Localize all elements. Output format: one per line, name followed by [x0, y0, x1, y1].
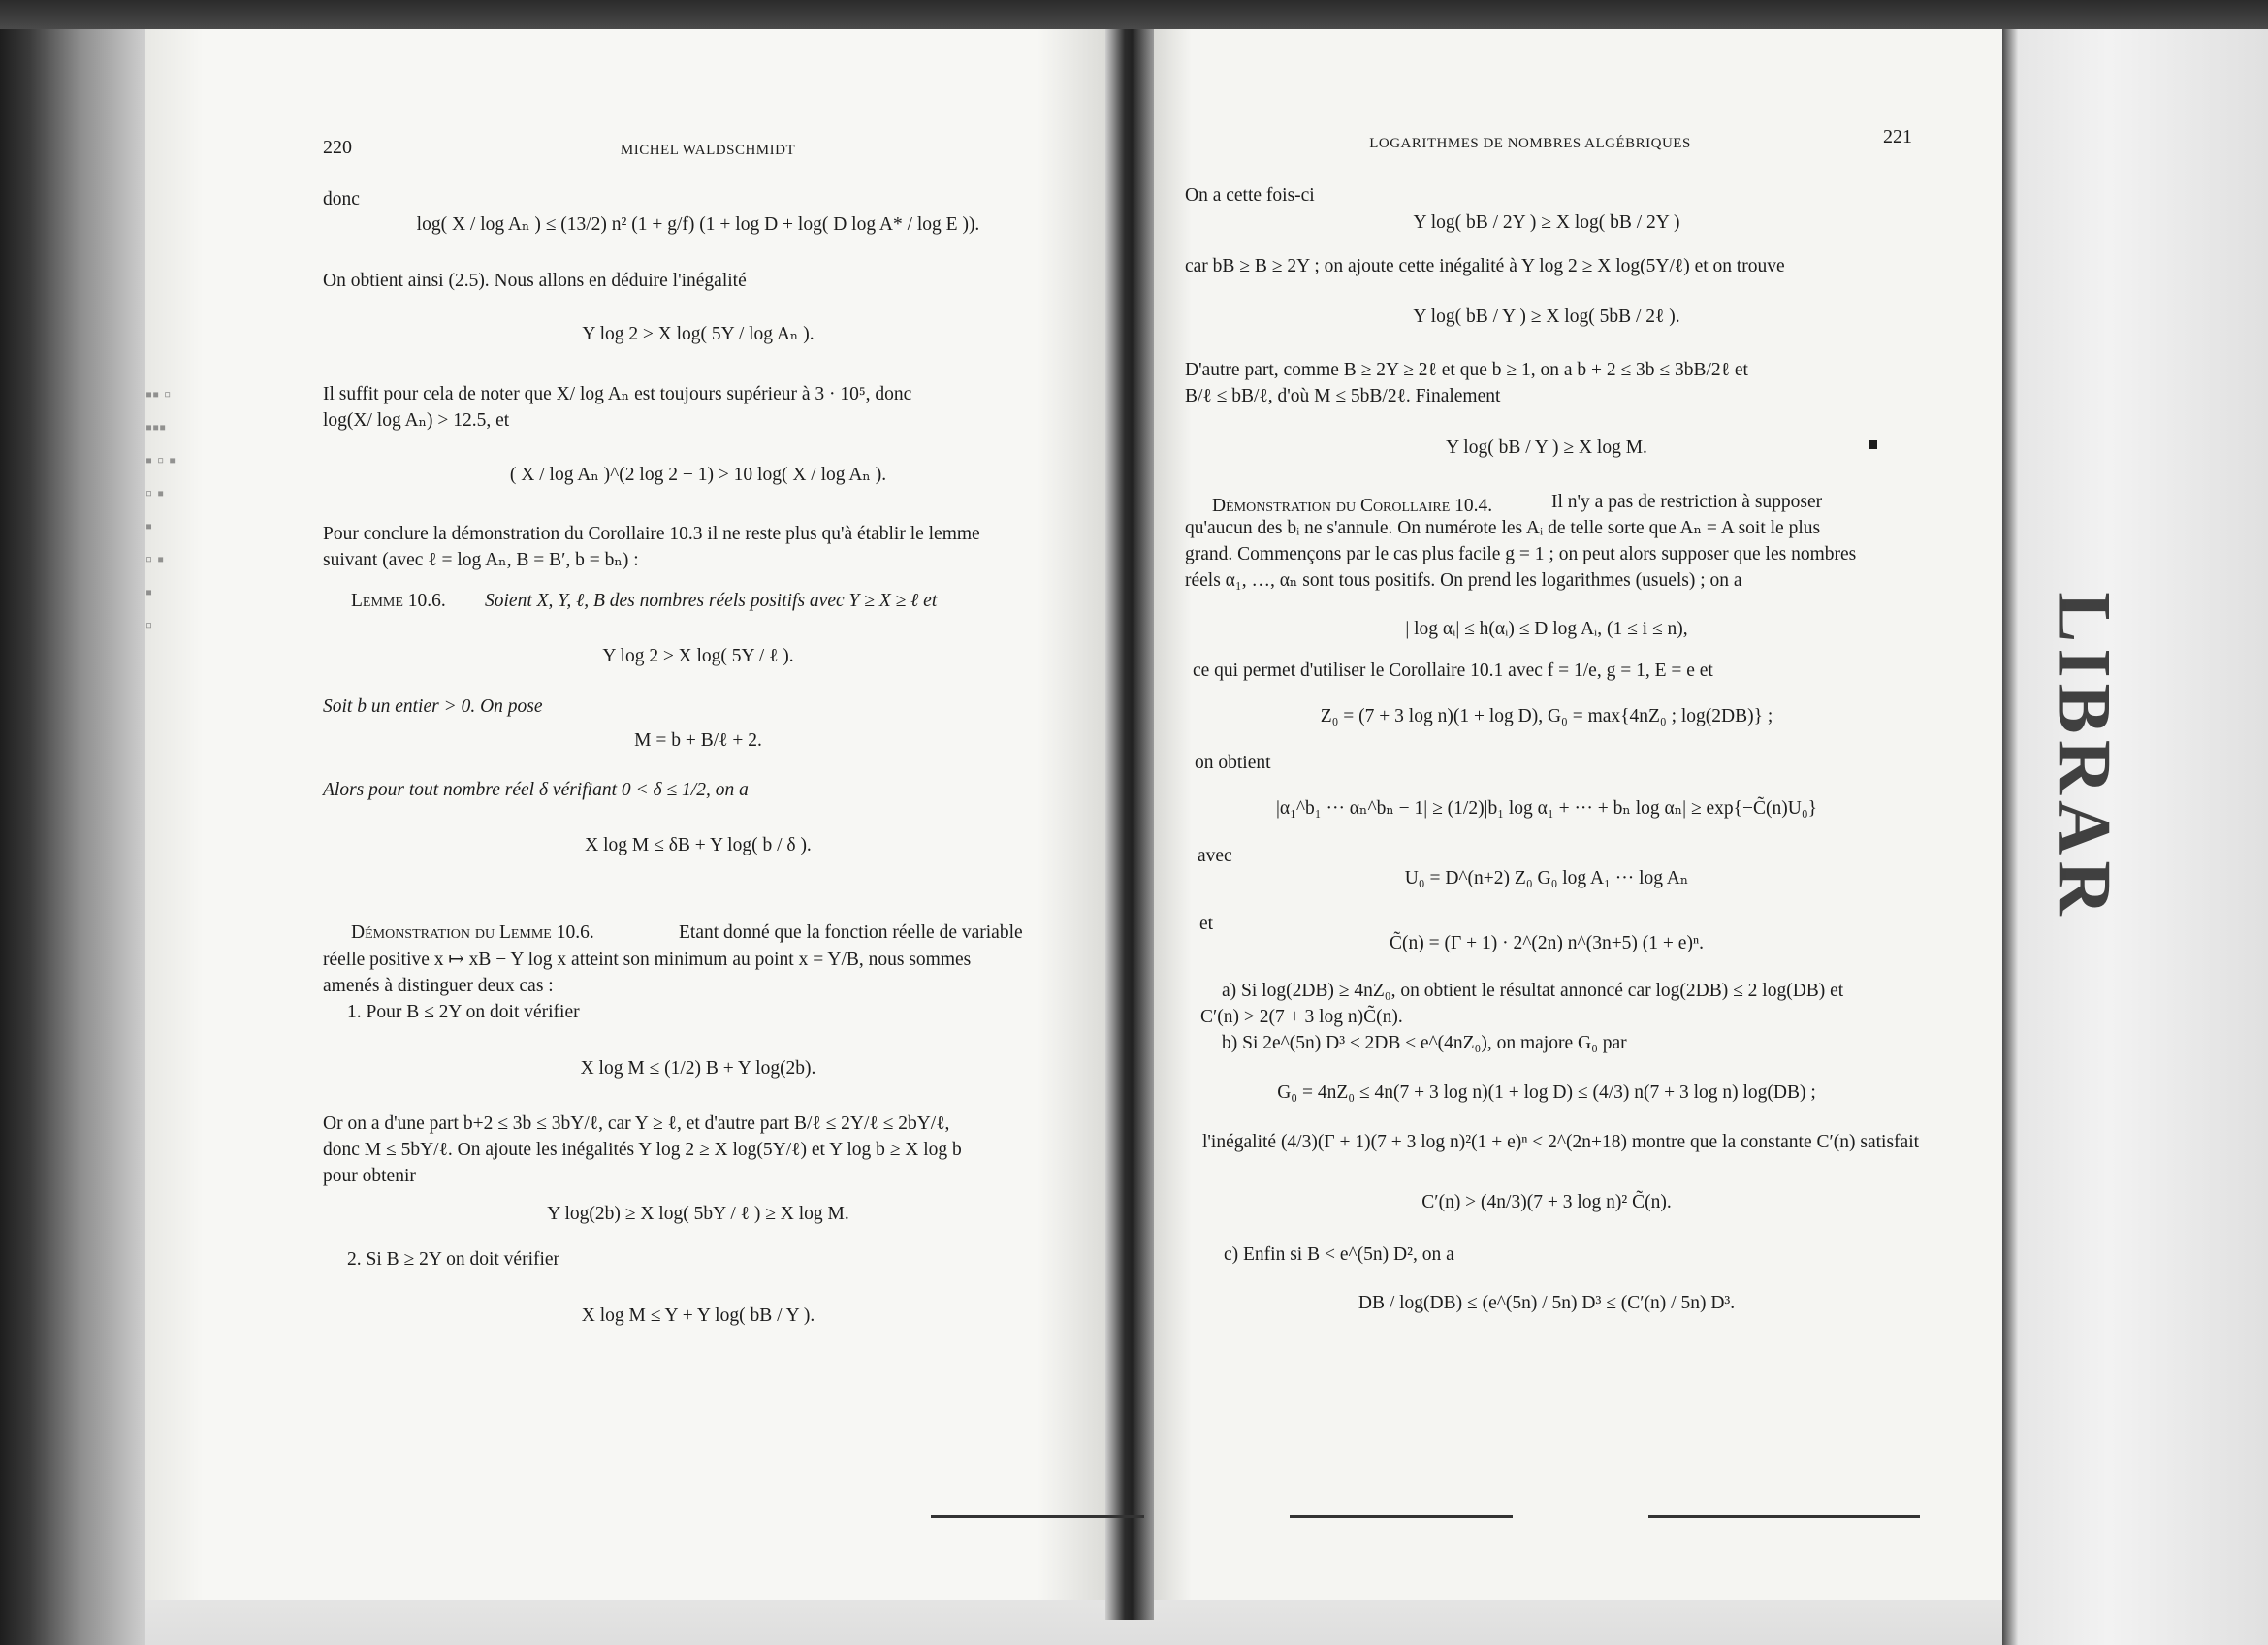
scan-top-edge [0, 0, 2268, 29]
text-line: car bB ≥ B ≥ 2Y ; on ajoute cette inégalité à Y log 2 ≥ X log(5Y/ℓ) et on trouve [1185, 256, 1785, 276]
page-number: 220 [323, 137, 352, 158]
text-line: réels α₁, …, αₙ sont tous positifs. On prend les logarithmes (usuels) ; on a [1185, 570, 1742, 591]
qed-square [1869, 440, 1877, 449]
equation: X log M ≤ Y + Y log( bB / Y ). [581, 1306, 815, 1326]
bleed-through-marks: ▪▪ ▫ ▪▪▪ ▪ ▫ ▪ ▫ ▪ ▪ ▫ ▪ ▪ ▫ [145, 384, 176, 636]
text-line: grand. Commençons par le cas plus facile g = 1 ; on peut alors supposer que les nombres [1185, 544, 1857, 564]
text-line: b) Si 2e^(5n) D³ ≤ 2DB ≤ e^(4nZ₀), on majore G₀ par [1222, 1033, 1627, 1053]
text-line: on obtient [1195, 753, 1271, 773]
equation: Y log 2 ≥ X log( 5Y / log Aₙ ). [582, 324, 815, 344]
text-line: log(X/ log Aₙ) > 12.5, et [323, 410, 510, 431]
text-line: pour obtenir [323, 1166, 416, 1186]
left-binding-shadow [0, 29, 145, 1645]
text-line: suivant (avec ℓ = log Aₙ, B = B′, b = bₙ) : [323, 550, 639, 570]
text-line: 2. Si B ≥ 2Y on doit vérifier [347, 1249, 560, 1270]
equation: Z₀ = (7 + 3 log n)(1 + log D), G₀ = max{4nZ₀ ; log(2DB)} ; [1320, 706, 1773, 726]
equation: DB / log(DB) ≤ (e^(5n) / 5n) D³ ≤ (C′(n) / 5n) D³. [1358, 1293, 1736, 1313]
equation: Y log( bB / Y ) ≥ X log( 5bB / 2ℓ ). [1413, 306, 1680, 327]
text-line: C′(n) > 2(7 + 3 log n)C̃(n). [1200, 1007, 1403, 1027]
equation: C′(n) > (4n/3)(7 + 3 log n)² C̃(n). [1421, 1192, 1672, 1212]
text-line: amenés à distinguer deux cas : [323, 976, 554, 996]
equation: | log αᵢ| ≤ h(αᵢ) ≤ D log Aᵢ, (1 ≤ i ≤ n), [1405, 619, 1688, 639]
text-line: donc M ≤ 5bY/ℓ. On ajoute les inégalités Y log 2 ≥ X log(5Y/ℓ) et Y log b ≥ X log b [323, 1140, 962, 1160]
page-number: 221 [1883, 126, 1912, 147]
text-line: Il suffit pour cela de noter que X/ log Aₙ est toujours supérieur à 3 · 10⁵, donc [323, 384, 912, 404]
equation: Y log(2b) ≥ X log( 5bY / ℓ ) ≥ X log M. [547, 1204, 849, 1224]
equation: |α₁^b₁ ··· αₙ^bₙ − 1| ≥ (1/2)|b₁ log α₁ + ··· + bₙ log αₙ| ≥ exp{−C̃(n)U₀} [1275, 798, 1818, 819]
left-page [145, 29, 1115, 1600]
scan-artifact-line [1290, 1515, 1513, 1518]
text-line: On obtient ainsi (2.5). Nous allons en déduire l'inégalité [323, 271, 747, 291]
equation: ( X / log Aₙ )^(2 log 2 − 1) > 10 log( X / log Aₙ ). [509, 465, 887, 485]
text-line: Etant donné que la fonction réelle de variable [679, 922, 1023, 943]
text-line: On a cette fois-ci [1185, 185, 1315, 206]
lemma-statement: Soient X, Y, ℓ, B des nombres réels positifs avec Y ≥ X ≥ ℓ et [485, 591, 938, 611]
text-line: D'autre part, comme B ≥ 2Y ≥ 2ℓ et que b ≥ 1, on a b + 2 ≤ 3b ≤ 3bB/2ℓ et [1185, 360, 1748, 380]
lemma-title: Lemme 10.6. [351, 591, 446, 611]
lemma-statement: Alors pour tout nombre réel δ vérifiant 0 < δ ≤ 1/2, on a [323, 780, 749, 800]
lemma-statement: Soit b un entier > 0. On pose [323, 696, 543, 717]
equation: G₀ = 4nZ₀ ≤ 4n(7 + 3 log n)(1 + log D) ≤ (4/3) n(7 + 3 log n) log(DB) ; [1277, 1082, 1816, 1103]
running-header: LOGARITHMES DE NOMBRES ALGÉBRIQUES [1369, 136, 1691, 151]
library-stamp-spine: LIBRAR [2043, 592, 2127, 921]
proof-title: Démonstration du Lemme 10.6. [351, 922, 594, 943]
text-line: l'inégalité (4/3)(Γ + 1)(7 + 3 log n)²(1 + e)ⁿ < 2^(2n+18) montre que la constante C′(n) satisfait [1202, 1132, 1920, 1152]
proof-title: Démonstration du Corollaire 10.4. [1212, 496, 1493, 516]
equation: X log M ≤ δB + Y log( b / δ ). [585, 835, 812, 855]
equation: M = b + B/ℓ + 2. [634, 730, 762, 751]
text-line: qu'aucun des bᵢ ne s'annule. On numérote les Aᵢ de telle sorte que Aₙ = A soit le plus [1185, 518, 1821, 538]
equation: U₀ = D^(n+2) Z₀ G₀ log A₁ ··· log Aₙ [1404, 868, 1689, 888]
text-line: c) Enfin si B < e^(5n) D², on a [1224, 1244, 1454, 1265]
text-line: Or on a d'une part b+2 ≤ 3b ≤ 3bY/ℓ, car Y ≥ ℓ, et d'autre part B/ℓ ≤ 2Y/ℓ ≤ 2bY/ℓ, [323, 1113, 950, 1134]
text-line: réelle positive x ↦ xB − Y log x atteint son minimum au point x = Y/B, nous sommes [323, 950, 972, 970]
text-line: a) Si log(2DB) ≥ 4nZ₀, on obtient le résultat annoncé car log(2DB) ≤ 2 log(DB) et [1222, 981, 1844, 1001]
text-line: Il n'y a pas de restriction à supposer [1551, 492, 1823, 512]
text-line: et [1199, 914, 1214, 934]
equation: Y log( bB / 2Y ) ≥ X log( bB / 2Y ) [1413, 212, 1680, 233]
running-header: MICHEL WALDSCHMIDT [620, 143, 796, 158]
equation: X log M ≤ (1/2) B + Y log(2b). [580, 1058, 816, 1079]
text-line: B/ℓ ≤ bB/ℓ, d'où M ≤ 5bB/2ℓ. Finalement [1185, 386, 1501, 406]
equation: log( X / log Aₙ ) ≤ (13/2) n² (1 + g/f) (1 + log D + log( D log A* / log E )). [416, 214, 980, 235]
text-line: avec [1198, 846, 1232, 866]
text-line: Pour conclure la démonstration du Corollaire 10.3 il ne reste plus qu'à établir le lemme [323, 524, 980, 544]
scan-artifact-line [931, 1515, 1144, 1518]
equation: C̃(n) = (Γ + 1) · 2^(2n) n^(3n+5) (1 + e)ⁿ. [1390, 933, 1704, 953]
text-line: donc [323, 189, 360, 210]
equation: Y log 2 ≥ X log( 5Y / ℓ ). [602, 646, 794, 666]
text-line: ce qui permet d'utiliser le Corollaire 10.1 avec f = 1/e, g = 1, E = e et [1193, 661, 1713, 681]
equation: Y log( bB / Y ) ≥ X log M. [1446, 437, 1647, 458]
text-line: 1. Pour B ≤ 2Y on doit vérifier [347, 1002, 580, 1022]
scan-artifact-line [1648, 1515, 1920, 1518]
book-gutter [1105, 29, 1154, 1620]
